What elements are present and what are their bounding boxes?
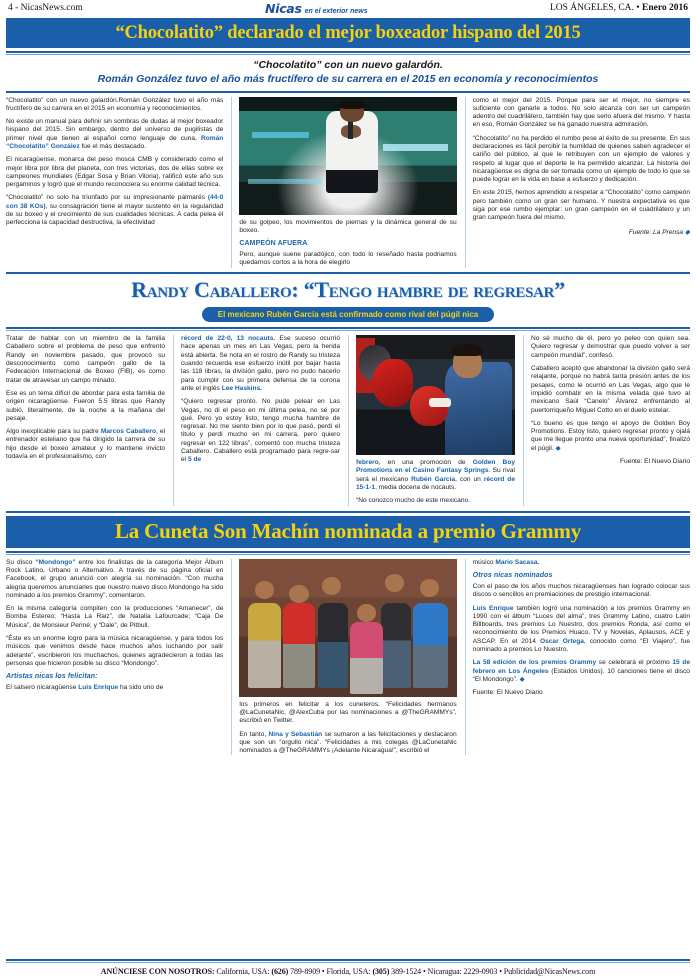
article2-columns <box>6 331 690 505</box>
paragraph: “No conozco mucho de este mexicano. <box>356 497 470 505</box>
divider-rule <box>6 511 690 513</box>
diamond-icon: ◆ <box>519 675 525 683</box>
article1-banner <box>6 18 690 48</box>
text-run: “Quiero regresar pronto. No pude pelear en Las Vegas, no di el peso en mi última pelea, no sé por qué. Pero yo estoy listo, tengo mucha hambre de regresar. No me siento bien por lo que pasó, perdí el titulo y perdí mucho en mi carrera, pero quiero regresar en 122 libras”, comentó con mucha tristeza Caballero. Caballero está programado para regre-sar el <box>181 398 340 464</box>
highlight-name: Lee Haskins. <box>221 384 263 392</box>
article3-source: Fuente: El Nuevo Diario <box>472 689 543 697</box>
article1-banner-title: “Chocolatito” declarado el mejor boxeador hispano del 2015 <box>115 22 581 43</box>
text-run: . Su rival será el mexicano <box>356 467 515 483</box>
article2-subhead-pill: El mexicano Rubén García está confirmado como rival del púgil nica <box>202 307 495 322</box>
article1-column-3 <box>465 97 690 268</box>
paragraph <box>473 605 690 655</box>
text-run: entre los finalistas de la categoría Mejor Álbum Rock Latino, Urbano o Alternativo. A través de su página oficial en Facebook, el grupo anunció con alegría su nominación. “Con mucha alegria queremos anunciarles que nuestro nuevo disco Mondongo ha sido nominado a los premios Grammy”, comentaron. <box>6 558 224 599</box>
paragraph <box>6 684 223 692</box>
article1-deck <box>6 55 690 88</box>
highlight-name: Mario Sacasa. <box>495 558 540 566</box>
paragraph <box>356 459 515 492</box>
photo-head <box>420 579 440 597</box>
highlight-name: Luis Enrique <box>472 604 514 612</box>
paragraph <box>6 118 223 151</box>
edition-label <box>550 3 688 13</box>
highlight-event: La 58 edición de los premios Grammy <box>472 659 597 667</box>
photo-band-member <box>350 622 383 694</box>
divider-rule <box>6 959 690 961</box>
article1-column-2 <box>231 97 456 268</box>
highlight-name: Rubén García <box>411 475 456 483</box>
article2-headline: Randy Caballero: “Tengo hambre de regresar” <box>131 277 565 303</box>
text-run: se sumaron a las felicitaciones y destacaron que son un “orgullo nica”. “Felicidades a mis colegas @LaCunetaNic nominados a @TheGRAMMYs ¡Adelante Nicaragua!”, escribió el <box>239 730 457 755</box>
paragraph <box>473 559 690 567</box>
text-run: fue el más destacado. <box>79 142 146 150</box>
paragraph <box>531 420 690 453</box>
photo-light <box>383 144 448 151</box>
paragraph: Caballero aceptó que abandonar la división gallo será relajante, porque no habrá tanta presión antes de los pesajes, como le ocurrió en Las Vegas, algo que le impidió combatir en la misma velada que tuvo al mexicano Saúl “Canelo” Álvarez enfrentando al puertorriqueño Miguel Cotto en el duelo estelar. <box>531 365 690 414</box>
paragraph: El nicaragüense, monarca del peso mosca CMB y considerado como el mejor libra por libra del planeta, con tres victorias, dos de ellas sobre ex campeones mundiales (Edgar Sosa y Brian Viloria), ratificó este año sus pergaminos y logró que el mundo reconociera su enorme calidad técnica. <box>6 156 224 189</box>
article1-photo-boxer <box>239 97 456 215</box>
article3-photo-band <box>239 559 456 697</box>
article1-columns <box>6 93 690 268</box>
text-run: 389-1524 • Nicaragua: 2229-0903 • Publicidad@NicasNews.com <box>389 967 596 976</box>
paragraph <box>181 335 340 393</box>
paragraph <box>239 731 456 756</box>
photo-head <box>255 581 275 599</box>
paragraph <box>473 659 690 684</box>
photo-figure-body <box>445 362 512 456</box>
article3-columns <box>6 555 690 756</box>
text-run: (Estados Unidos). 10 canciones tiene el disco “El Mondongo”. <box>472 667 690 683</box>
article1-column-1 <box>6 97 223 268</box>
text-run: 789-8909 • Florida, USA: <box>288 967 373 976</box>
text-run: músico <box>472 558 496 566</box>
footer-contact <box>6 963 690 976</box>
article2-column-2 <box>173 335 340 505</box>
article2-photo-boxer <box>356 335 515 455</box>
photo-band-member <box>381 603 411 689</box>
highlight-date: febrero <box>356 459 379 467</box>
highlight-date: 15 de febrero en Los Ángeles <box>472 659 690 675</box>
text-run: “Chocolatito” no solo ha triunfado por su impresionante palmarés <box>6 194 208 202</box>
diamond-icon: ◆ <box>684 228 690 236</box>
highlight-date: 5 de <box>187 456 202 464</box>
highlight-name: Román “Chocolatito” González <box>6 134 224 150</box>
text-run: Ese suceso ocurrió hace apenas un mes en Las Vegas, pero la herida está abierta. Se nota en el rostro de Randy su tristeza cuando recuerda ese esfuerzo inútil por bajar hasta las 118 libras, la división gallo, pero no pudo hacerlo para cumplir con su primera defensa de la corona ante el inglés <box>181 335 340 392</box>
divider-rule <box>6 51 690 53</box>
photo-glove-cuff <box>429 398 451 408</box>
logo-text: Nicas <box>265 0 302 16</box>
photo-head <box>322 577 342 595</box>
paragraph: No sé mucho de él, pero yo peleo con quien sea. Quiero regresar y demostrar que puedo volver a ser campeón mundial”, confesó. <box>531 335 690 359</box>
photo-band-member <box>248 603 281 689</box>
paragraph <box>6 428 165 461</box>
article1-subhead: CAMPEÓN AFUERA <box>239 240 308 248</box>
page-number-label: 4 - NicasNews.com <box>8 3 83 13</box>
paragraph: En este 2015, hemos aprendido a respetar a “Chocolatito” como campeón pero también como un gran ser humano. Y nuestra expectativa es que siga por ese rumbo ejemplar: un gran campeón en el cuadrilátero y un gran campeón fuera del mismo. <box>472 189 690 222</box>
photo-head <box>357 604 377 622</box>
text-run: No existe un manual para definir sin sombras de dudas al mejor boxeador hispano del 2015. Sin embargo, dentro del universo de pugilistas de primer nivel que tienen al español como lenguaje de cuna, <box>6 118 224 142</box>
paragraph: los primeros en felicitar a los cuneteros. “Felicidades hermanos @LaCunetaNic, @AlexCuba por las nominaciones a @TheGRAMMYs”, escribió en Twitter. <box>239 700 457 725</box>
highlight-album: “Mondongo” <box>35 558 76 566</box>
paragraph: “Chocolatito” no ha perdido el rumbo pese al éxito de su presente. En sus declaraciones es fácil percibir la humildad de quienes saben agradecer el cariño del público, al que le retribuyen con un ejemplo de valores y respeto al lugar que el deporte le ha permitido alcanzar. La historia del nicaragüense es digna de ser tomada como un ejemplo de todo lo que se puede lograr en la vida en base a esfuerzo y dedicación. <box>472 134 690 184</box>
article1-deck-line1: “Chocolatito” con un nuevo galardón. <box>253 59 443 71</box>
text-run: Su disco <box>6 558 36 566</box>
photo-figure-hair <box>451 344 481 356</box>
photo-light <box>252 132 309 138</box>
text-run: , con un <box>455 475 484 483</box>
text-run: , su consagración tiene el mayor sustento en la regularidad de su boxeo y el crecimiento de sus cualidades técnicas. A cada pelea él perfecciona la capacidad destructiva, la efectividad <box>6 202 224 227</box>
highlight-name: Oscar Ortega <box>539 637 584 645</box>
footer-area-code-ca: (626) <box>271 967 289 976</box>
article2-header <box>6 272 690 332</box>
text-run: ha sido uno de <box>118 684 164 692</box>
article3-column-2 <box>231 559 456 756</box>
article3-subhead-artists: Artistas nicas los felicitan: <box>6 673 98 681</box>
text-run: En tanto, <box>239 730 269 738</box>
paragraph: de su golpeo, los movimientos de piernas y la dinámica general de su boxeo. <box>239 218 457 234</box>
photo-head <box>289 585 309 603</box>
article2-column-1 <box>6 335 165 505</box>
article3-banner-title: La Cuneta Son Machín nominada a premio Grammy <box>114 519 582 544</box>
photo-band-member <box>413 603 448 689</box>
article1-source <box>473 228 690 236</box>
divider-rule <box>6 551 690 553</box>
diamond-icon: ◆ <box>555 444 561 452</box>
text-run: “Lo bueno es que tengo el apoyo de Golden Boy Promotions. Estoy listo, quiero regresar pronto y ojalá que me llegue pronto una nueva oportunidad”, finalizó el púgil. <box>531 419 690 452</box>
paragraph: “Éste es un enorme logro para la música nicaragüense, y para todos los músicos que venimos desde hace muchos años luchando por salir adelante”, escribieron los muchachos, quienes agradecieron a todas las personas que hicieron posible su disco “Mondongo”. <box>6 635 224 667</box>
article2-column-4 <box>523 335 690 505</box>
paragraph <box>181 398 340 464</box>
text-run: El salsero nicaragüense <box>6 684 79 692</box>
highlight-org: Golden Boy Promotions en el Casino Fantasy Springs <box>356 459 516 475</box>
text-run: , media docena de nocauts. <box>375 484 457 492</box>
paragraph: como el mejor del 2015. Porque para ser el mejor, no siempre es suficiente con ganarle a todos. No solo alcanza con ser un campeón adentro del cuadrilátero, también hay que serlo afuera del mismo. Y hasta en eso, Román González se ha ganado nuestra admiración. <box>472 96 690 129</box>
source-text: Fuente: La Prensa <box>628 228 684 236</box>
paragraph: En la misma categoría compiten con la producciones “Amanecer”, de Bomba Estereo; “Hasta La Raiz”, de Natalia Lafourcade; “Caja De Música”, de Monsieur Periné; y “Dale”, de Pitbull. <box>6 605 224 629</box>
photo-band-member <box>318 603 348 689</box>
edition-date: Enero 2016 <box>641 3 688 13</box>
photo-microphone <box>348 120 352 139</box>
paragraph: “Chocolatito” con un nuevo galardón.Román González tuvo el año más fructífero de su carrera en el 2015 en economía y reconocimientos. <box>6 96 224 112</box>
text-run: , conocido como “El Viajero”, fue nominado a premios Lo Nuestro. <box>472 637 690 654</box>
highlight-name: Marcos Caballero <box>100 428 157 436</box>
paragraph <box>6 559 223 600</box>
photo-head <box>385 574 405 592</box>
text-run: también logró una nominación a los premios Grammy en 1990 con el álbum “Luces del alma”, tres Grammy Latino, cuatro Latin Billboards, tres premios Lo Nuestro, dos premios Ronda, así como el reconocimiento de los Premios Huaco, TV y Novelas, Aplausos, ACE y ASCAP. En el 2014 <box>472 604 690 645</box>
article1-deck-line2: Román González tuvo el año más fructífero de su carrera en el 2015 en economía y reconocimientos <box>97 73 599 85</box>
text-run: California, USA: <box>214 967 272 976</box>
logo-tagline: en el exterior news <box>304 7 368 15</box>
text-run: , el entrenador esteliano que ha dirigido la carrera de su hijo desde el boxeo amateur y lo mantiene invicto todavía en el profesionalismo, con <box>6 428 166 461</box>
article3-column-3 <box>465 559 690 756</box>
text-run: se celebrará el próximo <box>596 659 673 667</box>
photo-figure-hair <box>339 100 365 109</box>
text-run: , en una promoción de <box>378 459 473 467</box>
highlight-name: Nina y Sebastián <box>268 730 323 738</box>
photo-band-member <box>283 603 316 689</box>
paragraph: Con el paso de los años muchos nicaragüenses han logrado colocar sus discos o sencillos en premiaciones de prestigio internacional. <box>472 582 690 599</box>
paragraph: Tratar de hablar con un miembro de la familia Caballero sobre el problema de peso que enfrentó Randy en noviembre pasado, que provocó su desconocimiento como campeón gallo de la Federación Internacional de Boxeo (FIB), es como tratar de atravesar un campo minado. <box>6 335 165 384</box>
highlight-record: récord de 22-0, 13 nocauts. <box>181 335 276 343</box>
footer-label: ANÚNCIESE CON NOSOTROS: <box>100 967 215 976</box>
article2-source: Fuente: El Nuevo Diario <box>619 458 690 466</box>
highlight-name: Luis Enrique <box>78 684 119 692</box>
edition-location: LOS ÁNGELES, CA. • <box>549 3 642 13</box>
paragraph: Pero, aunque suene paradójico, con todo lo reseñado hasta podriamos quedarnos cortos a la hora de elegirlo <box>239 251 457 267</box>
highlight-record: (44-0 con 38 KOs) <box>6 194 224 210</box>
page-footer <box>6 959 690 977</box>
text-run: Algo inexplicable para su padre <box>6 428 101 436</box>
photo-glove <box>372 359 413 407</box>
article2-column-3 <box>348 335 515 505</box>
article3-subhead-nominees: Otros nicas nominados <box>472 571 553 579</box>
divider-rule <box>6 327 690 329</box>
paragraph: Ese es un tema difícil de abordar para esta familia de origen nicaragüense. Fueron 5.5 libras que Randy subió, literalmente, de la noche a la mañana del pesaje. <box>6 389 165 422</box>
article3-column-1 <box>6 559 223 756</box>
highlight-record: récord de 15-1-1 <box>356 475 515 492</box>
footer-area-code-fl: (305) <box>372 967 390 976</box>
photo-light <box>248 179 322 184</box>
article3-banner <box>6 516 690 548</box>
masthead <box>6 0 690 16</box>
paragraph <box>6 194 223 227</box>
publication-logo <box>265 1 368 16</box>
